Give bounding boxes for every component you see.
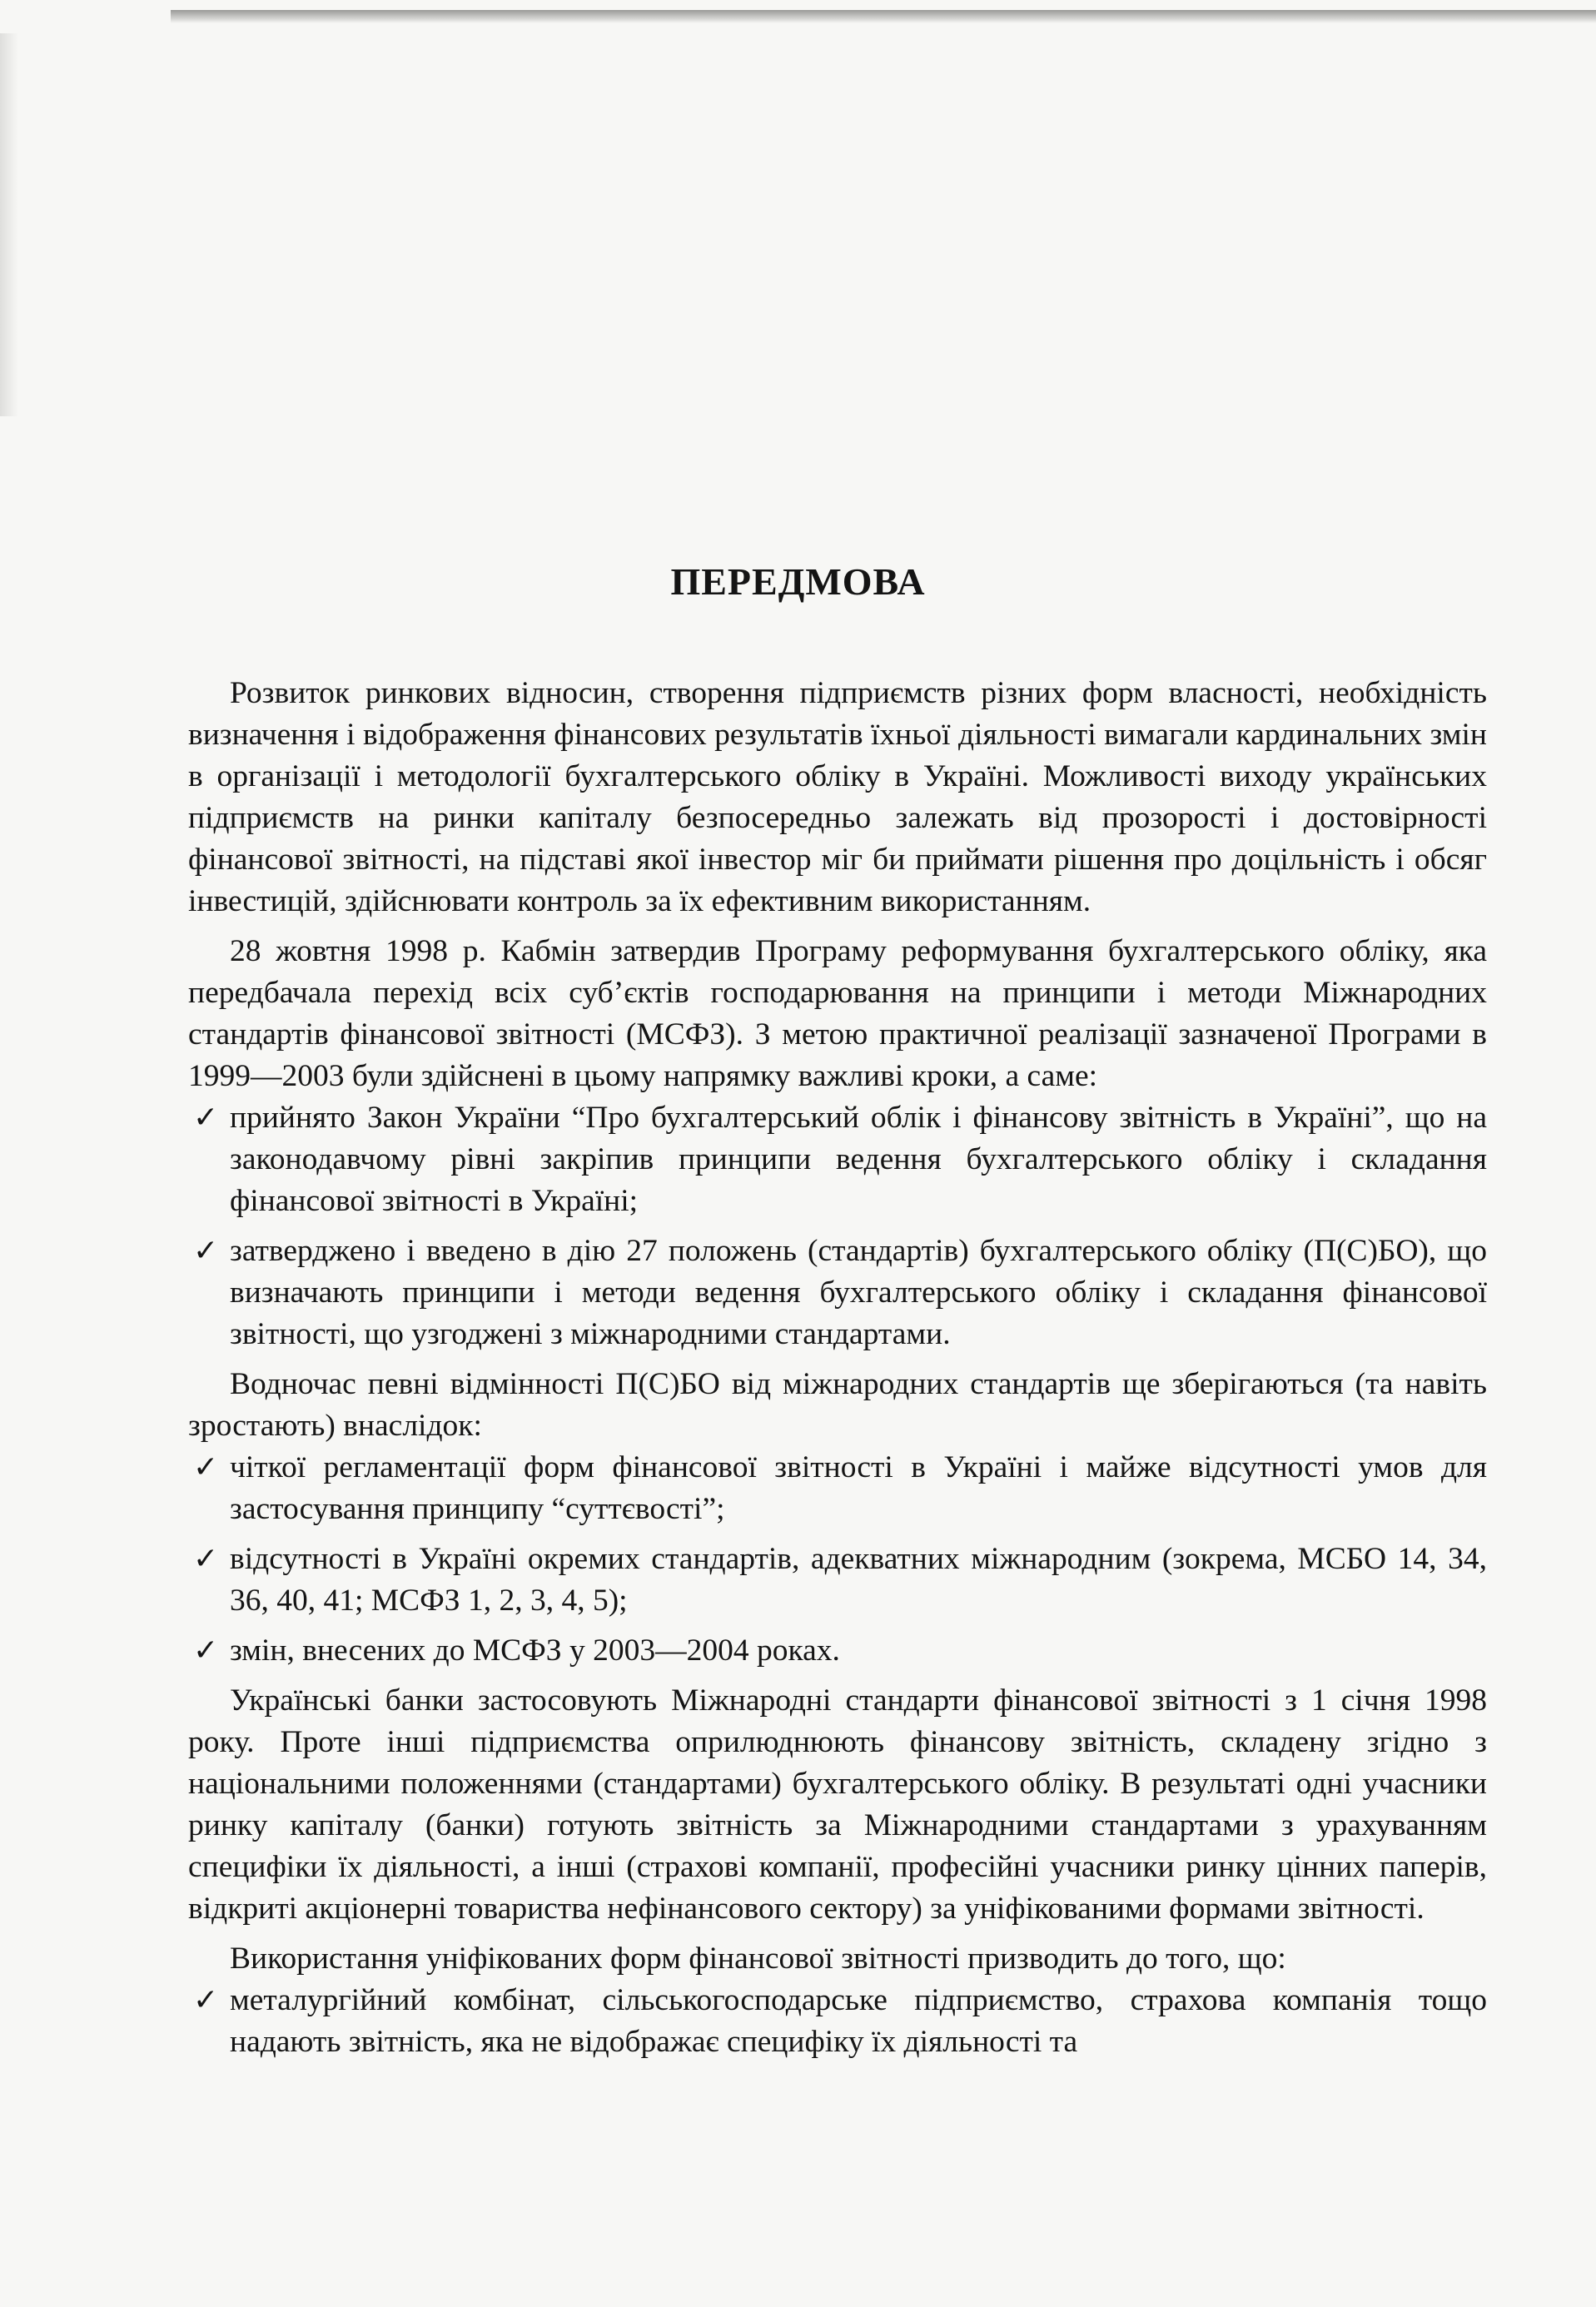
list-item-text: затверджено і введено в дію 27 положень (стандартів) бухгалтерського обліку (П(С)БО), що визначають принципи і методи ведення бухгалтерського обліку і складання фінансової звітності, що узгоджені з міжнародними стандартами. [230, 1234, 1487, 1351]
paragraph-program: 28 жовтня 1998 р. Кабмін затвердив Програму реформування бухгалтерського обліку, яка передбачала перехід всіх суб’єктів господарювання на принципи і методи Міжнародних стандартів фінансової звітності (МСФЗ). З метою практичної реалізації зазначеної Програми в 1999—2003 були здійснені в цьому напрямку важливі кроки, а саме: [188, 934, 1487, 1093]
list-consequences [188, 1980, 1487, 2063]
paragraph-differences: Водночас певні відмінності П(С)БО від міжнародних стандартів ще зберігаються (та навіть зростають) внаслідок: [188, 1367, 1487, 1443]
paragraph-unified-forms: Використання уніфікованих форм фінансової звітності призводить до того, що: [230, 1942, 1286, 1976]
list-steps [188, 1097, 1487, 1355]
list-item [188, 1980, 1487, 2063]
list-item [188, 1447, 1487, 1530]
list-reasons [188, 1447, 1487, 1672]
list-item [188, 1539, 1487, 1622]
paragraph-banks: Українські банки застосовують Міжнародні стандарти фінансової звітності з 1 січня 1998 року. Проте інші підприємства оприлюднюють фінансову звітність, складену згідно з національними положеннями (стандартами) бухгалтерського обліку. В результаті одні учасники ринку капіталу (банки) готують звітність за Міжнародними стандартами з урахуванням специфіки їх діяльності, а інші (страхові компанії, професійні учасники ринку цінних паперів, відкриті акціонерні товариства нефінансового сектору) за уніфікованими формами звітності. [188, 1683, 1487, 1926]
page-top-edge-shadow [171, 10, 1596, 23]
check-mark-icon: ✓ [193, 1101, 219, 1135]
list-item-text: прийнято Закон України “Про бухгалтерський облік і фінансову звітність в Україні”, що на законодавчому рівні закріпив принципи ведення бухгалтерського обліку і складання фінансової звітності в Україні; [230, 1101, 1487, 1218]
list-item-text: відсутності в Україні окремих стандартів, адекватних міжнародним (зокрема, МСБО 14, 34, 36, 40, 41; МСФЗ 1, 2, 3, 4, 5); [230, 1542, 1487, 1618]
list-item-text: металургійний комбінат, сільськогосподарське підприємство, страхова компанія тощо надають звітність, яка не відображає специфіку їх діяльності та [230, 1983, 1487, 2059]
check-mark-icon: ✓ [193, 1633, 219, 1668]
check-mark-icon: ✓ [193, 1450, 219, 1484]
list-item [188, 1630, 1487, 1672]
list-item [188, 1231, 1487, 1355]
list-item [188, 1097, 1487, 1222]
page-left-edge-shadow [0, 33, 18, 416]
paragraph-intro: Розвиток ринкових відносин, створення підприємств різних форм власності, необхідність визначення і відображення фінансових результатів їхньої діяльності вимагали кардинальних змін в організації і методології бухгалтерського обліку в Україні. Можливості виходу українських підприємств на ринки капіталу безпосередньо залежать від прозорості і достовірності фінансової звітності, на підставі якої інвестор міг би приймати рішення про доцільність і обсяг інвестицій, здійснювати контроль за їх ефективним використанням. [188, 676, 1487, 918]
check-mark-icon: ✓ [193, 1542, 219, 1576]
list-item-text: змін, внесених до МСФЗ у 2003—2004 роках. [230, 1633, 840, 1668]
body-text [188, 673, 1487, 2063]
page-title: ПЕРЕДМОВА [670, 560, 926, 603]
check-mark-icon: ✓ [193, 1234, 219, 1268]
check-mark-icon: ✓ [193, 1983, 219, 2017]
list-item-text: чіткої регламентації форм фінансової звітності в Україні і майже відсутності умов для застосування принципу “суттєвості”; [230, 1450, 1487, 1526]
